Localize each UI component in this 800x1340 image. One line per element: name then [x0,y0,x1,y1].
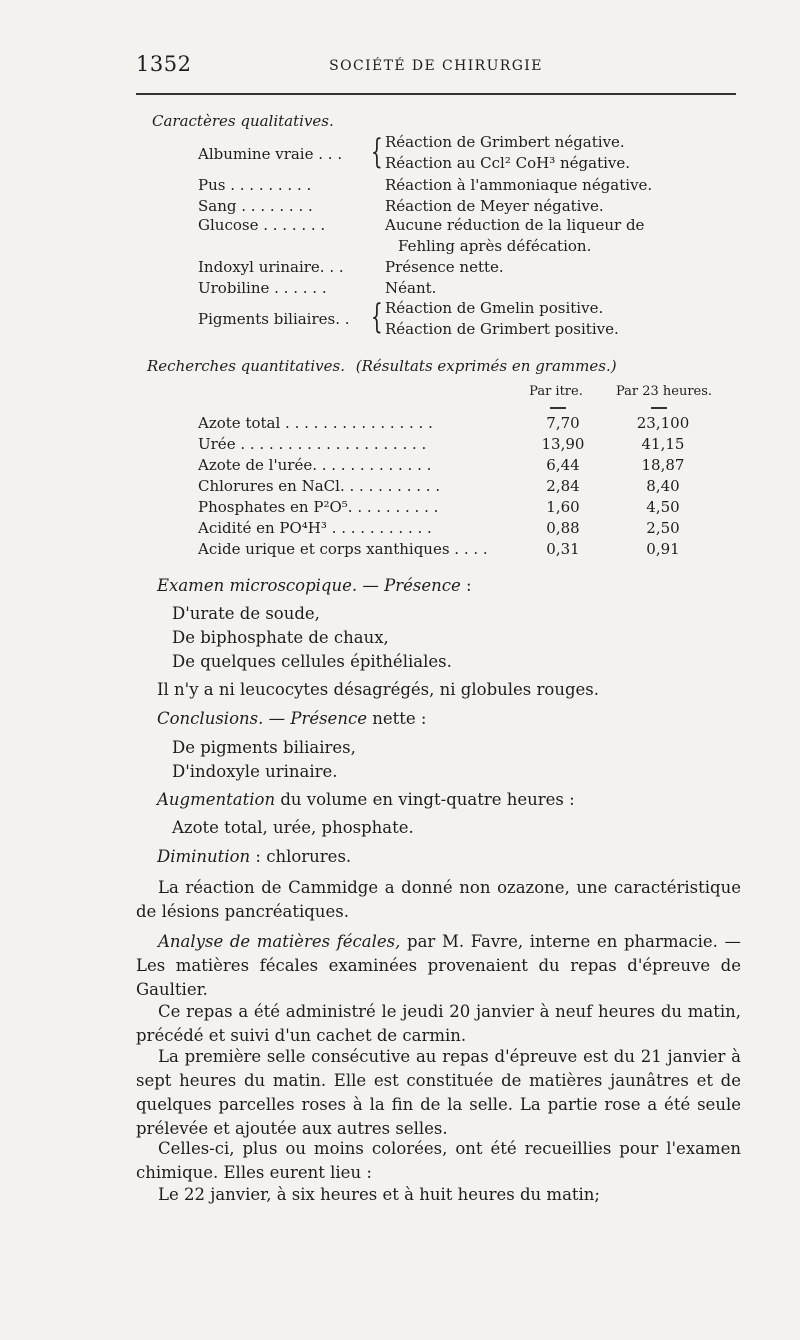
qual-result: Réaction de Gmelin positive. [385,299,604,317]
quantitative-heading [147,357,617,375]
cell-per-23h: 23,100 [636,414,690,432]
table-row-label: Urée . . . . . . . . . . . . . . . . . . . . [198,435,427,453]
diminution-rest: : chlorures. [250,847,352,866]
cell-per-litre: 1,60 [546,498,580,516]
cell-per-litre: 7,70 [546,414,580,432]
cell-per-23h: 18,87 [641,456,685,474]
qual-result: Réaction au Ccl² CoH³ négative. [385,154,631,172]
list-item: D'urate de soude, [172,604,320,623]
diminution-line [157,847,351,866]
page-header [136,52,736,82]
analyse-rest: par M. Favre, interne en pharmacie. — Les matières fécales examinées provenaient du repas d'épreuve de Gaultier. [136,932,741,999]
conclusions-heading-italic: Conclusions. — Présence [157,709,367,728]
qual-result: Présence nette. [385,258,504,276]
qual-label-urobiline: Urobiline . . . . . . [198,279,327,297]
running-head: SOCIÉTÉ DE CHIRURGIE [329,58,543,74]
qual-label-sang: Sang . . . . . . . . [198,197,313,215]
qual-label-glucose: Glucose . . . . . . . [198,216,326,234]
cell-per-litre: 0,88 [546,519,580,537]
qual-result: Réaction de Meyer négative. [385,197,604,215]
col-header-per-23h: Par 23 heures. [615,384,713,399]
conclusions-heading [157,709,426,728]
microscopic-heading-rest: : [460,576,472,595]
col-dash [550,407,566,409]
augmentation-rest: du volume en vingt-quatre heures : [275,790,575,809]
quantitative-heading-main: Recherches quantitatives. [147,357,345,375]
qual-result: Néant. [385,279,437,297]
brace-pigments: { [370,297,383,337]
brace-albumine: { [370,132,383,172]
conclusions-heading-rest: nette : [366,709,427,728]
list-item: De pigments biliaires, [172,738,356,757]
qual-result: Fehling après défécation. [398,237,592,255]
cell-per-23h: 4,50 [646,498,680,516]
qual-result: Réaction à l'ammoniaque négative. [385,176,653,194]
microscopic-heading [157,576,472,595]
col-dash [651,407,667,409]
microscopic-heading-italic: Examen microscopique. — Présence [157,576,461,595]
header-rule [136,93,736,95]
analyse-italic: Analyse de matières fécales, [158,932,401,951]
augmentation-line [157,790,575,809]
cell-per-litre: 2,84 [546,477,580,495]
cell-per-litre: 6,44 [546,456,580,474]
cell-per-23h: 0,91 [646,540,680,558]
table-row-label: Chlorures en NaCl. . . . . . . . . . . [198,477,441,495]
cell-per-23h: 2,50 [646,519,680,537]
cell-per-litre: 0,31 [546,540,580,558]
table-row-label: Azote de l'urée. . . . . . . . . . . . . [198,456,432,474]
col-header-per-litre: Par itre. [529,384,583,399]
augmentation-italic: Augmentation [157,790,276,809]
cell-per-23h: 8,40 [646,477,680,495]
qual-result: Réaction de Grimbert positive. [385,320,619,338]
list-item: De quelques cellules épithéliales. [172,652,452,671]
cell-per-23h: 41,15 [641,435,685,453]
diminution-italic: Diminution [157,847,251,866]
paragraph-analyse [136,930,741,1002]
paragraph-premiere: La première selle consécutive au repas d'épreuve est du 21 janvier à sept heures du matin. Elle est constituée de matières jaunâtres et de quelques parcelles roses à la fin de la selle. La partie rose a été seule prélevée et ajoutée aux autres selles. [136,1047,741,1138]
qual-label-pus: Pus . . . . . . . . . [198,176,312,194]
paragraph-cammidge: La réaction de Cammidge a donné non ozazone, une caractéristique de lésions pancréatiques. [136,878,741,921]
qualitative-heading: Caractères qualitatives. [152,112,334,130]
quantitative-heading-units: (Résultats exprimés en grammes.) [355,357,617,375]
table-row-label: Acide urique et corps xanthiques . . . . [198,540,488,558]
list-item: D'indoxyle urinaire. [172,762,338,781]
cell-per-litre: 13,90 [541,435,585,453]
list-item: De biphosphate de chaux, [172,628,389,647]
table-row-label: Azote total . . . . . . . . . . . . . . . . [198,414,433,432]
augmentation-items: Azote total, urée, phosphate. [172,818,414,837]
paragraph-celles: Celles-ci, plus ou moins colorées, ont été recueillies pour l'examen chimique. Elles eurent lieu : [136,1139,741,1182]
qual-label-indoxyl: Indoxyl urinaire. . . [198,258,344,276]
qual-result: Aucune réduction de la liqueur de [385,216,645,234]
page-number: 1352 [136,52,192,76]
microscopic-note: Il n'y a ni leucocytes désagrégés, ni globules rouges. [157,680,599,699]
qual-label-pigments: Pigments biliaires. . [198,310,350,328]
qual-label-albumine: Albumine vraie . . . [198,145,343,163]
qual-result: Réaction de Grimbert négative. [385,133,625,151]
paragraph-repas: Ce repas a été administré le jeudi 20 janvier à neuf heures du matin, précédé et suivi d'un cachet de carmin. [136,1002,741,1045]
table-row-label: Phosphates en P²O⁵. . . . . . . . . . [198,498,439,516]
table-row-label: Acidité en PO⁴H³ . . . . . . . . . . . [198,519,432,537]
paragraph-le22: Le 22 janvier, à six heures et à huit heures du matin; [158,1185,600,1204]
